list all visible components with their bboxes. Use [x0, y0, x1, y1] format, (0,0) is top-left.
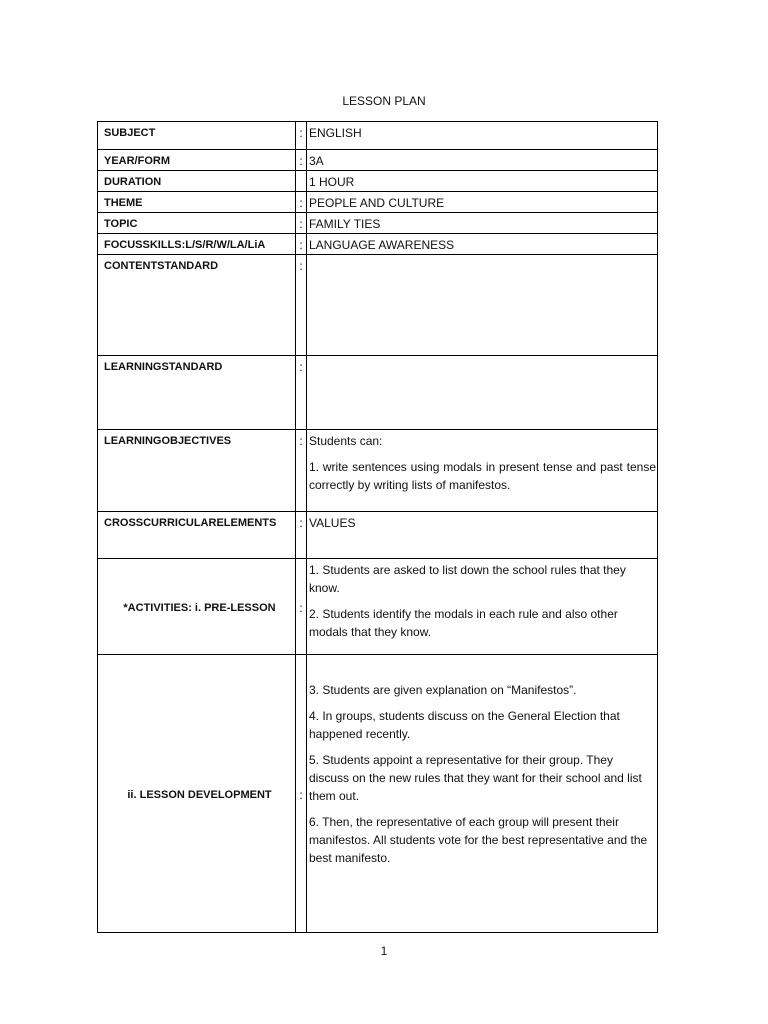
- topic-label: TOPIC: [98, 213, 296, 234]
- row-year-form: [98, 150, 658, 171]
- separator: :: [296, 122, 307, 150]
- row-learning-standard: [98, 356, 658, 430]
- lesson-development-item: 6. Then, the representative of each group will present their manifestos. All students vote for the best representative and the best manifesto.: [309, 815, 648, 865]
- separator: :: [296, 234, 307, 255]
- page-title: LESSON PLAN: [342, 94, 426, 108]
- separator: :: [296, 150, 307, 171]
- duration-value: 1 HOUR: [307, 171, 658, 192]
- separator: :: [296, 655, 307, 933]
- pre-lesson-item: 1. Students are asked to list down the school rules that they know.: [309, 563, 626, 595]
- row-learning-objectives: [98, 430, 658, 512]
- lesson-development-label: ii. LESSON DEVELOPMENT: [98, 655, 296, 933]
- separator: :: [296, 213, 307, 234]
- separator: :: [296, 512, 307, 559]
- pre-lesson-item: 2. Students identify the modals in each rule and also other modals that they know.: [309, 607, 618, 639]
- learning-objectives-intro: Students can:: [309, 434, 383, 448]
- lesson-development-item: 3. Students are given explanation on “Manifestos”.: [309, 683, 577, 697]
- learning-objective-item: 1. write sentences using modals in present tense and past tense correctly by writing lists of manifestos.: [309, 460, 656, 492]
- year-form-value: 3A: [307, 150, 658, 171]
- row-theme: [98, 192, 658, 213]
- cross-curricular-value: VALUES: [307, 512, 658, 559]
- cross-curricular-label: CROSSCURRICULARELEMENTS: [98, 512, 296, 559]
- subject-label: SUBJECT: [98, 122, 296, 150]
- topic-value: FAMILY TIES: [307, 213, 658, 234]
- row-pre-lesson: [98, 559, 658, 655]
- pre-lesson-label: *ACTIVITIES: i. PRE-LESSON: [98, 559, 296, 655]
- separator: :: [296, 559, 307, 655]
- learning-objectives-label: LEARNINGOBJECTIVES: [98, 430, 296, 512]
- duration-label: DURATION: [98, 171, 296, 192]
- separator: :: [296, 356, 307, 430]
- content-standard-value: [307, 255, 658, 356]
- row-lesson-development: [98, 655, 658, 933]
- focus-skills-label: FOCUSSKILLS:L/S/R/W/LA/LiA: [98, 234, 296, 255]
- learning-standard-label: LEARNINGSTANDARD: [98, 356, 296, 430]
- theme-value: PEOPLE AND CULTURE: [307, 192, 658, 213]
- row-cross-curricular: [98, 512, 658, 559]
- year-form-label: YEAR/FORM: [98, 150, 296, 171]
- lesson-development-item: 5. Students appoint a representative for their group. They discuss on the new rules that they want for their school and list them out.: [309, 753, 642, 803]
- row-subject: [98, 122, 658, 150]
- row-focus-skills: [98, 234, 658, 255]
- row-topic: [98, 213, 658, 234]
- separator: :: [296, 430, 307, 512]
- separator: :: [296, 255, 307, 356]
- row-content-standard: [98, 255, 658, 356]
- focus-skills-value: LANGUAGE AWARENESS: [307, 234, 658, 255]
- theme-label: THEME: [98, 192, 296, 213]
- content-standard-label: CONTENTSTANDARD: [98, 255, 296, 356]
- page-number: 1: [380, 944, 388, 958]
- separator: :: [296, 192, 307, 213]
- lesson-plan-table: [97, 121, 658, 933]
- learning-standard-value: [307, 356, 658, 430]
- subject-value: ENGLISH: [307, 122, 658, 150]
- lesson-development-item: 4. In groups, students discuss on the General Election that happened recently.: [309, 709, 620, 741]
- row-duration: [98, 171, 658, 192]
